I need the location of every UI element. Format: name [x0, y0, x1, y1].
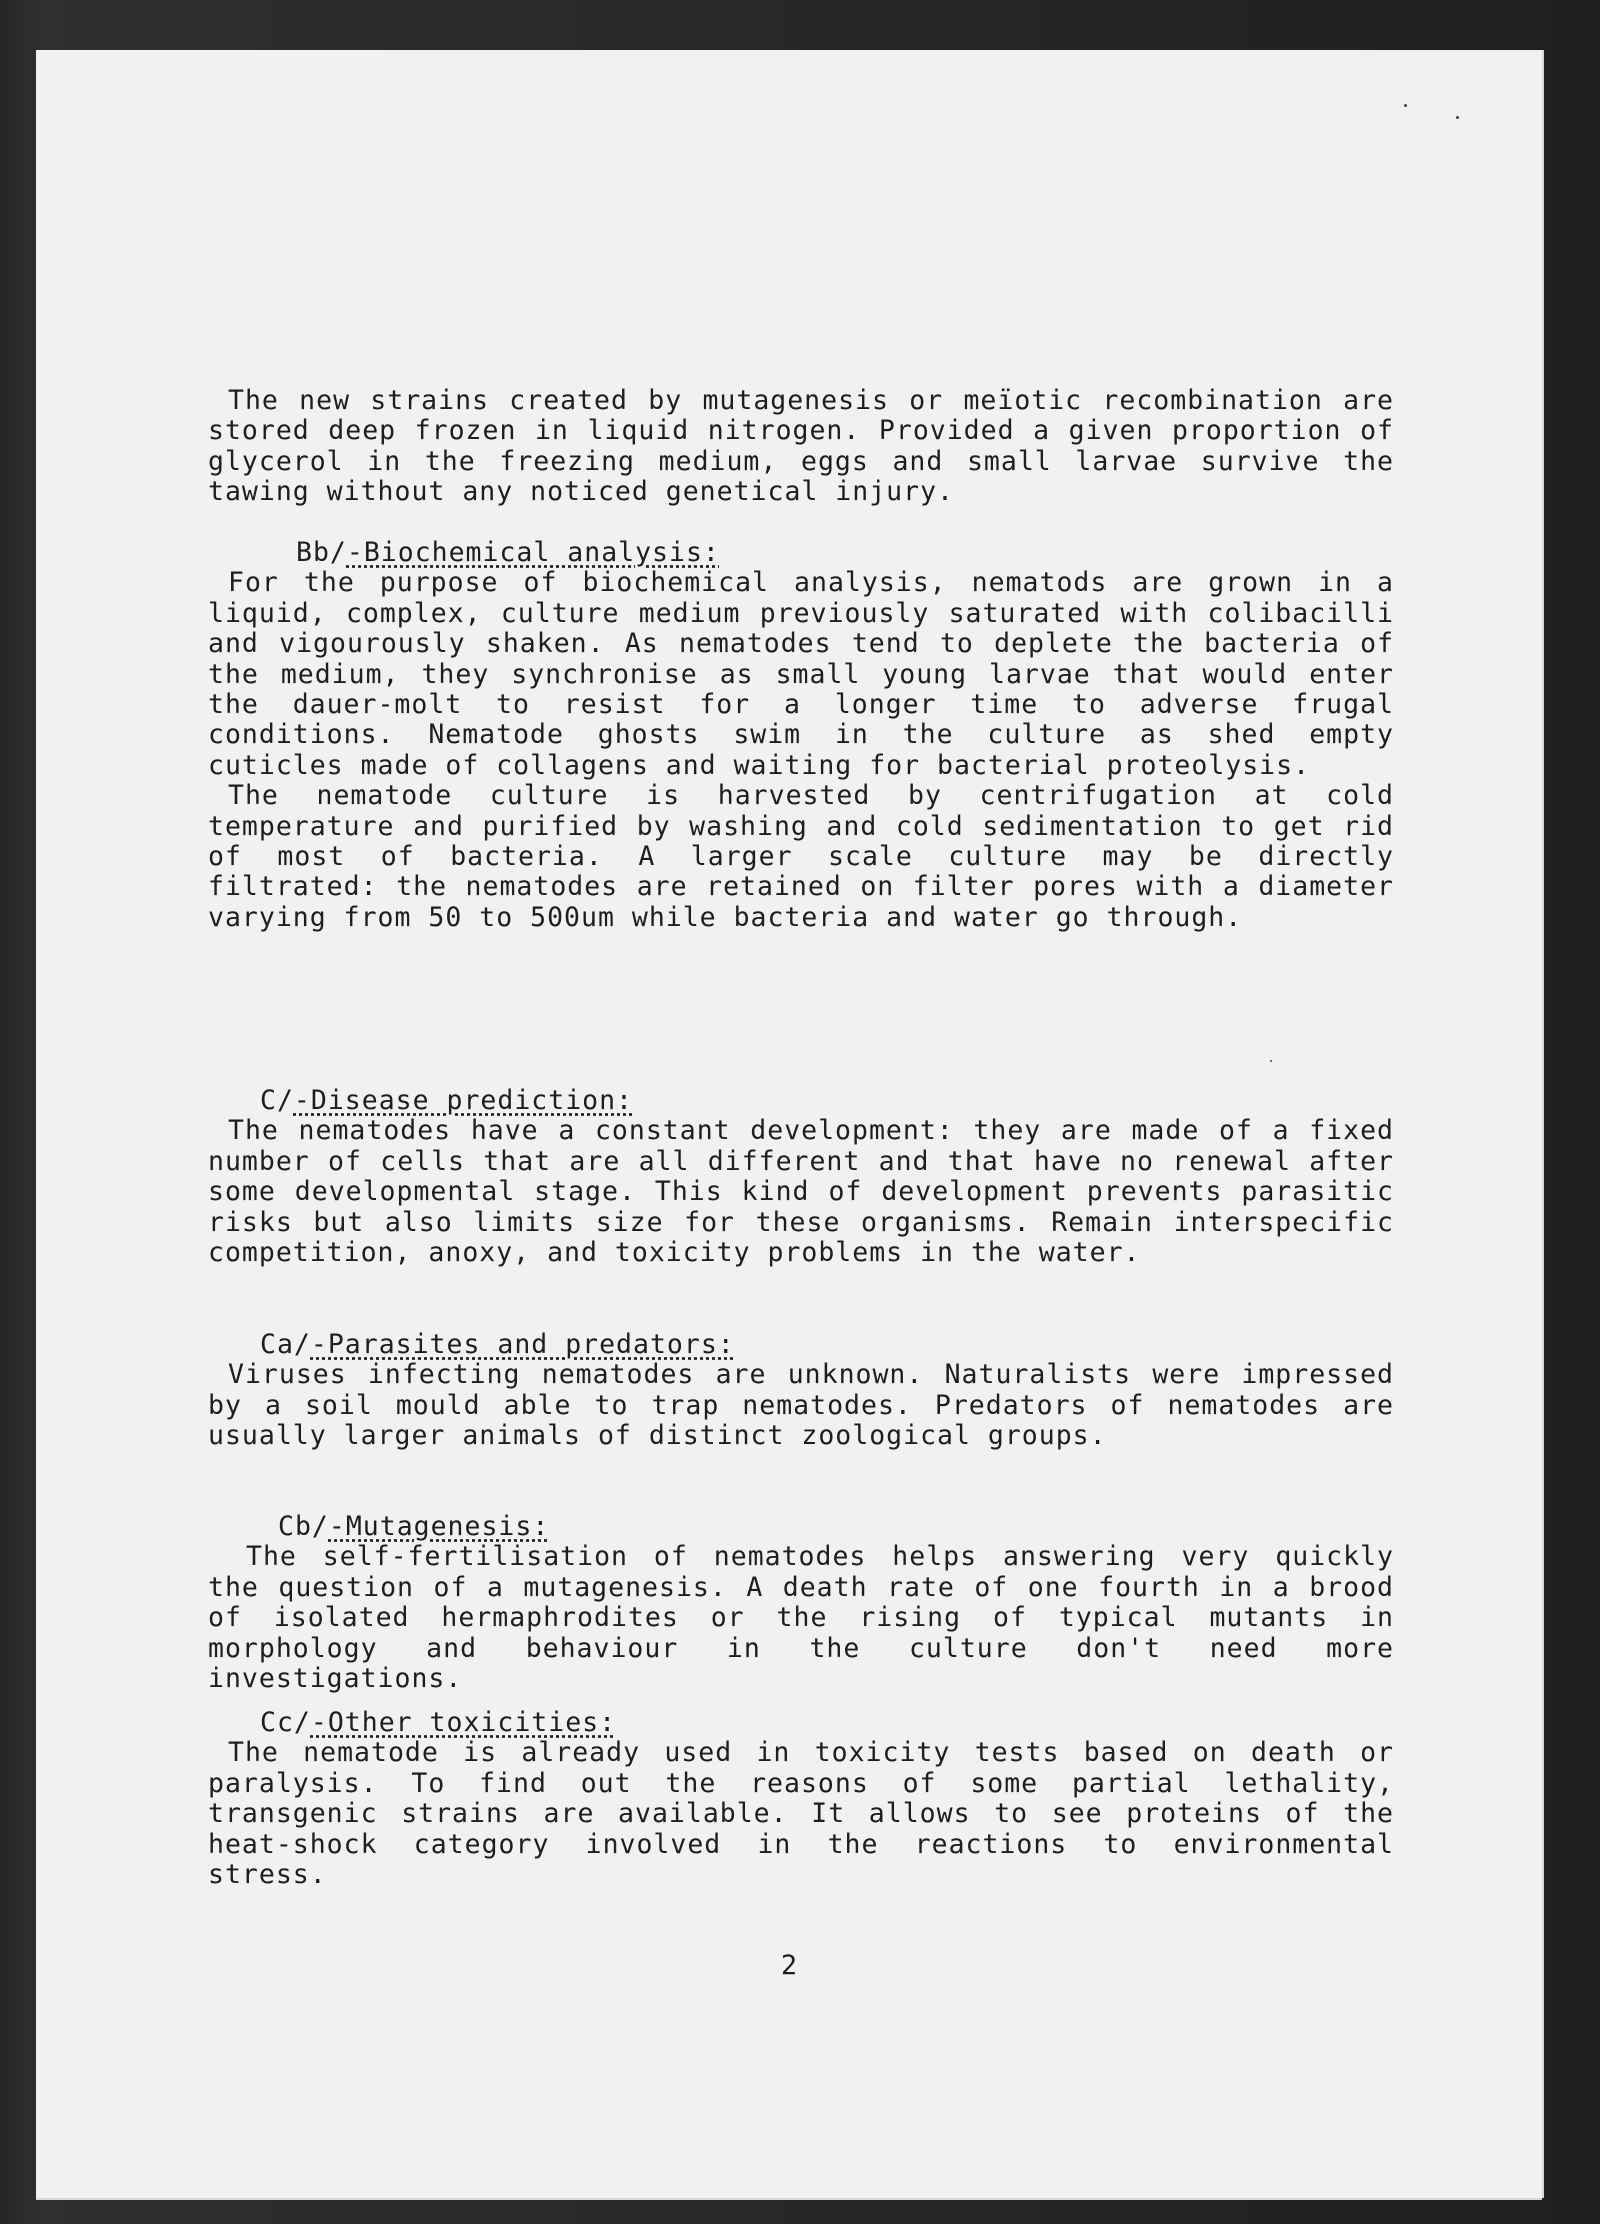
dust-speck	[1404, 104, 1407, 107]
section-title: -Disease prediction:	[293, 1085, 634, 1116]
intro-paragraph-block	[208, 386, 1394, 508]
section-mutagenesis	[208, 1512, 1394, 1694]
page-number: 2	[780, 1950, 798, 1981]
section-biochemical	[208, 538, 1394, 933]
section-heading	[208, 1086, 1394, 1116]
section-paragraph: Viruses infecting nematodes are unknown. Naturalists were impressed by a soil mould able to trap nematodes. Predators of nematodes are usually larger animals of distinct zoological groups.	[208, 1359, 1394, 1452]
section-paragraph: For the purpose of biochemical analysis, nematods are grown in a liquid, complex, culture medium previously saturated with colibacilli and vigourously shaken. As nematodes tend to deplete the bacteria of the medium, they synchronise as small young larvae that would enter the dauer-molt to resist for a longer time to adverse frugal conditions. Nematode ghosts swim in the culture as shed empty cuticles made of collagens and waiting for bacterial proteolysis.	[208, 567, 1394, 781]
section-heading	[208, 1330, 1394, 1360]
dust-speck	[1456, 116, 1459, 119]
section-paragraph: The self-fertilisation of nematodes helps answering very quickly the question of a mutagenesis. A death rate of one fourth in a brood of isolated hermaphrodites or the rising of typical mutants in morphology and behaviour in the culture don't need more investigations.	[208, 1541, 1394, 1695]
section-prefix: Cc/	[260, 1707, 311, 1738]
section-paragraph: The nematodes have a constant development: they are made of a fixed number of cells that are all different and that have no renewal after some developmental stage. This kind of development prevents parasitic risks but also limits size for these organisms. Remain interspecific competition, anoxy, and toxicity problems in the water.	[208, 1115, 1394, 1269]
section-disease-prediction	[208, 1086, 1394, 1268]
section-heading	[208, 538, 1394, 568]
section-prefix: Ca/	[260, 1329, 311, 1360]
section-prefix: Cb/	[278, 1511, 329, 1542]
section-paragraph: The nematode culture is harvested by centrifugation at cold temperature and purified by washing and cold sedimentation to get rid of most of bacteria. A larger scale culture may be directly filtrated: the nematodes are retained on filter pores with a diameter varying from 50 to 500um while bacteria and water go through.	[208, 780, 1394, 933]
intro-paragraph: The new strains created by mutagenesis or meïotic recombination are stored deep frozen in liquid nitrogen. Provided a given proportion of glycerol in the freezing medium, eggs and small larvae survive the tawing without any noticed genetical injury.	[208, 385, 1394, 508]
document-page	[36, 50, 1542, 2198]
section-title: -Parasites and predators:	[310, 1329, 735, 1360]
section-title: -Mutagenesis:	[328, 1511, 550, 1542]
section-heading	[208, 1512, 1394, 1542]
section-prefix: Bb/	[296, 537, 347, 568]
section-other-toxicities	[208, 1708, 1394, 1890]
section-title: -Other toxicities:	[310, 1707, 617, 1738]
section-heading	[208, 1708, 1394, 1738]
dust-speck	[1270, 1060, 1272, 1062]
section-parasites	[208, 1330, 1394, 1452]
section-paragraph: The nematode is already used in toxicity tests based on death or paralysis. To find out the reasons of some partial lethality, transgenic strains are available. It allows to see proteins of the heat-shock category involved in the reactions to environmental stress.	[208, 1737, 1394, 1891]
section-title: -Biochemical analysis:	[346, 537, 720, 568]
section-prefix: C/	[260, 1085, 294, 1116]
